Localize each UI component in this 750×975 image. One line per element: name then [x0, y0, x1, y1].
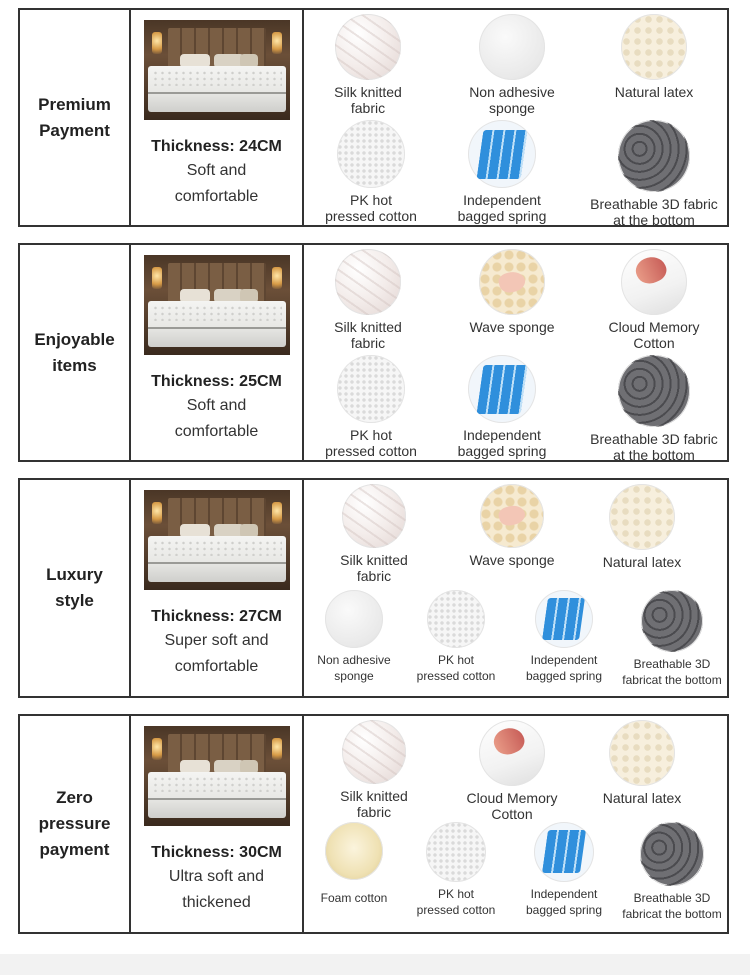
material-item [582, 720, 702, 806]
product-card-zero-pressure [18, 714, 729, 934]
product-name-line: Payment [39, 120, 110, 140]
wave-sponge-icon [480, 484, 544, 548]
material-label: Silk knitted fabric [334, 319, 402, 351]
product-info [131, 245, 304, 460]
bottom-strip [0, 954, 750, 975]
breathable-3d-fabric-icon [641, 590, 703, 652]
material-label: Independent bagged spring [525, 887, 603, 917]
material-item [582, 484, 702, 570]
silk-knitted-fabric-icon [342, 484, 406, 548]
product-description [164, 628, 268, 680]
product-card-premium [18, 8, 729, 227]
mattress-image [144, 20, 290, 120]
material-item [452, 249, 572, 335]
material-item [447, 355, 557, 459]
material-item [580, 355, 728, 463]
product-description [169, 864, 264, 916]
material-item [318, 249, 418, 351]
material-label: Silk knitted fabric [334, 84, 402, 116]
materials-panel [304, 480, 727, 696]
materials-panel [304, 716, 727, 932]
independent-bagged-spring-icon [534, 822, 594, 882]
product-info [131, 480, 304, 696]
non-adhesive-sponge-icon [325, 590, 383, 648]
material-item [408, 590, 504, 684]
product-name-line: Luxury [46, 565, 103, 584]
foam-cotton-icon [325, 822, 383, 880]
materials-panel [304, 10, 727, 228]
product-name-line: Zero [56, 788, 93, 807]
product-name-line: Enjoyable [34, 329, 115, 349]
product-name [20, 245, 131, 460]
material-label: PK hot pressed cotton [325, 192, 417, 224]
product-description [175, 393, 259, 445]
material-label: Breathable 3D fabric at the bottom [590, 431, 718, 463]
product-name [20, 480, 131, 696]
cloud-memory-cotton-icon [479, 720, 545, 786]
material-label: Cloud Memory Cotton [608, 319, 700, 351]
material-item [324, 484, 424, 584]
material-item [580, 120, 728, 228]
product-card-luxury [18, 478, 729, 698]
material-item [308, 590, 400, 684]
cloud-memory-cotton-icon [621, 249, 687, 315]
material-label: Breathable 3D fabric at the bottom [590, 196, 718, 228]
material-item [316, 120, 426, 224]
description-line: thickened [182, 894, 251, 911]
material-item [447, 120, 557, 224]
material-label: Non adhesive sponge [469, 84, 555, 116]
independent-bagged-spring-icon [468, 355, 536, 423]
product-info [131, 10, 304, 225]
thickness-label: Thickness: 25CM [151, 373, 282, 390]
thickness-label: Thickness: 27CM [151, 608, 282, 625]
silk-knitted-fabric-icon [335, 14, 401, 80]
breathable-3d-fabric-icon [618, 120, 690, 192]
material-item [408, 822, 504, 918]
description-line: Soft and [186, 397, 247, 414]
product-name [20, 716, 131, 932]
material-item [318, 14, 418, 116]
material-label: Independent bagged spring [457, 192, 547, 224]
pk-hot-pressed-cotton-icon [426, 822, 486, 882]
product-name-line: payment [39, 840, 110, 859]
material-label: Non adhesive sponge [317, 653, 391, 683]
material-label: Foam cotton [320, 891, 388, 905]
pk-hot-pressed-cotton-icon [427, 590, 485, 648]
description-line: Ultra soft and [168, 868, 265, 885]
material-label: Breathable 3D fabricat the bottom [622, 891, 722, 921]
material-label: Wave sponge [469, 319, 555, 335]
non-adhesive-sponge-icon [479, 14, 545, 80]
product-description [175, 158, 259, 210]
product-card-enjoyable [18, 243, 729, 462]
description-line: comfortable [174, 188, 259, 205]
silk-knitted-fabric-icon [335, 249, 401, 315]
independent-bagged-spring-icon [468, 120, 536, 188]
material-label: Natural latex [602, 790, 682, 806]
material-label: Natural latex [614, 84, 694, 100]
material-item [594, 249, 714, 351]
material-label: PK hot pressed cotton [416, 653, 496, 683]
product-name-line: items [52, 355, 97, 375]
material-item [452, 14, 572, 116]
description-line: Super soft and [164, 632, 269, 649]
independent-bagged-spring-icon [535, 590, 593, 648]
material-item [308, 822, 400, 906]
material-label: Silk knitted fabric [340, 788, 408, 820]
materials-panel [304, 245, 727, 463]
material-label: Independent bagged spring [457, 427, 547, 459]
material-item [616, 822, 728, 922]
natural-latex-icon [609, 720, 675, 786]
pk-hot-pressed-cotton-icon [337, 120, 405, 188]
material-label: Cloud Memory Cotton [466, 790, 558, 822]
wave-sponge-icon [479, 249, 545, 315]
silk-knitted-fabric-icon [342, 720, 406, 784]
product-info [131, 716, 304, 932]
material-item [324, 720, 424, 820]
natural-latex-icon [621, 14, 687, 80]
material-label: Silk knitted fabric [340, 552, 408, 584]
description-line: comfortable [174, 658, 259, 675]
product-name [20, 10, 131, 225]
description-line: comfortable [174, 423, 259, 440]
material-item [452, 484, 572, 568]
material-item [514, 590, 614, 684]
thickness-label: Thickness: 24CM [151, 138, 282, 155]
material-label: Natural latex [602, 554, 682, 570]
mattress-image [144, 726, 290, 826]
breathable-3d-fabric-icon [618, 355, 690, 427]
product-name-line: style [55, 591, 94, 610]
description-line: Soft and [186, 162, 247, 179]
material-label: PK hot pressed cotton [325, 427, 417, 459]
natural-latex-icon [609, 484, 675, 550]
material-item [316, 355, 426, 459]
material-item [594, 14, 714, 100]
product-name-line: pressure [38, 814, 111, 833]
thickness-label: Thickness: 30CM [151, 844, 282, 861]
material-label: PK hot pressed cotton [416, 887, 496, 917]
mattress-image [144, 490, 290, 590]
material-item [616, 590, 728, 688]
pk-hot-pressed-cotton-icon [337, 355, 405, 423]
material-label: Wave sponge [469, 552, 555, 568]
material-label: Breathable 3D fabricat the bottom [622, 657, 722, 687]
material-item [452, 720, 572, 822]
breathable-3d-fabric-icon [640, 822, 704, 886]
mattress-image [144, 255, 290, 355]
material-label: Independent bagged spring [525, 653, 603, 683]
product-name-line: Premium [38, 94, 111, 114]
material-item [514, 822, 614, 918]
